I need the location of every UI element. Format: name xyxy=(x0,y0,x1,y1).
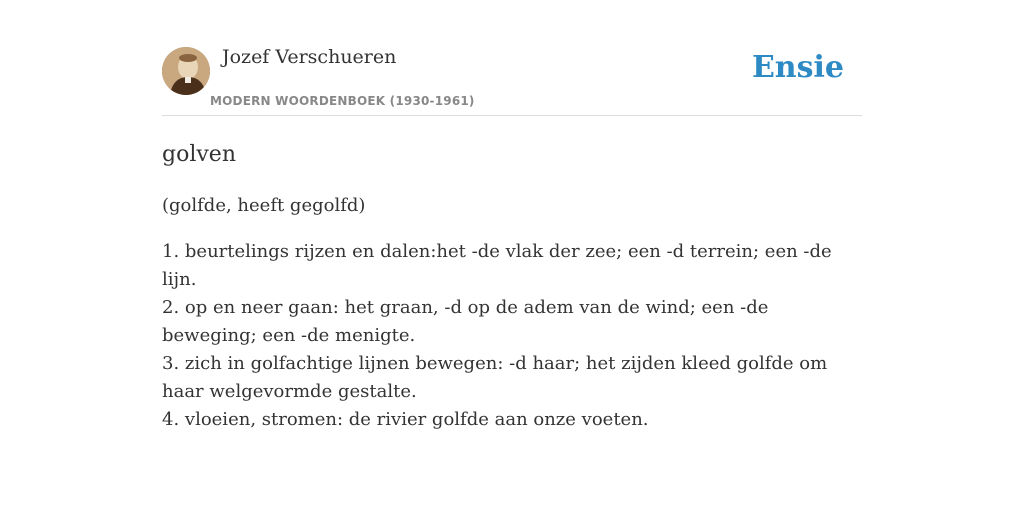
entry-card xyxy=(162,44,862,434)
definition-item: 3. zich in golfachtige lijnen bewegen: -d haar; het zijden kleed golfde om haar welgevormde gestalte. xyxy=(162,353,828,402)
definition-item: 4. vloeien, stromen: de rivier golfde aan onze voeten. xyxy=(162,409,649,430)
source-label[interactable]: MODERN WOORDENBOEK (1930-1961) xyxy=(210,94,475,108)
definition-list xyxy=(162,238,862,434)
definition-item: 2. op en neer gaan: het graan, -d op de adem van de wind; een -de beweging; een -de menigte. xyxy=(162,297,769,346)
author-avatar[interactable] xyxy=(162,47,210,95)
portrait-icon xyxy=(162,47,210,95)
author-name[interactable]: Jozef Verschueren xyxy=(222,46,397,68)
definition-item: 1. beurtelings rijzen en dalen:het -de vlak der zee; een -d terrein; een -de lijn. xyxy=(162,241,832,290)
brand-logo[interactable]: Ensie xyxy=(751,50,844,85)
entry-header xyxy=(162,44,862,116)
entry-inflection: (golfde, heeft gegolfd) xyxy=(162,195,366,216)
entry-term: golven xyxy=(162,142,236,167)
